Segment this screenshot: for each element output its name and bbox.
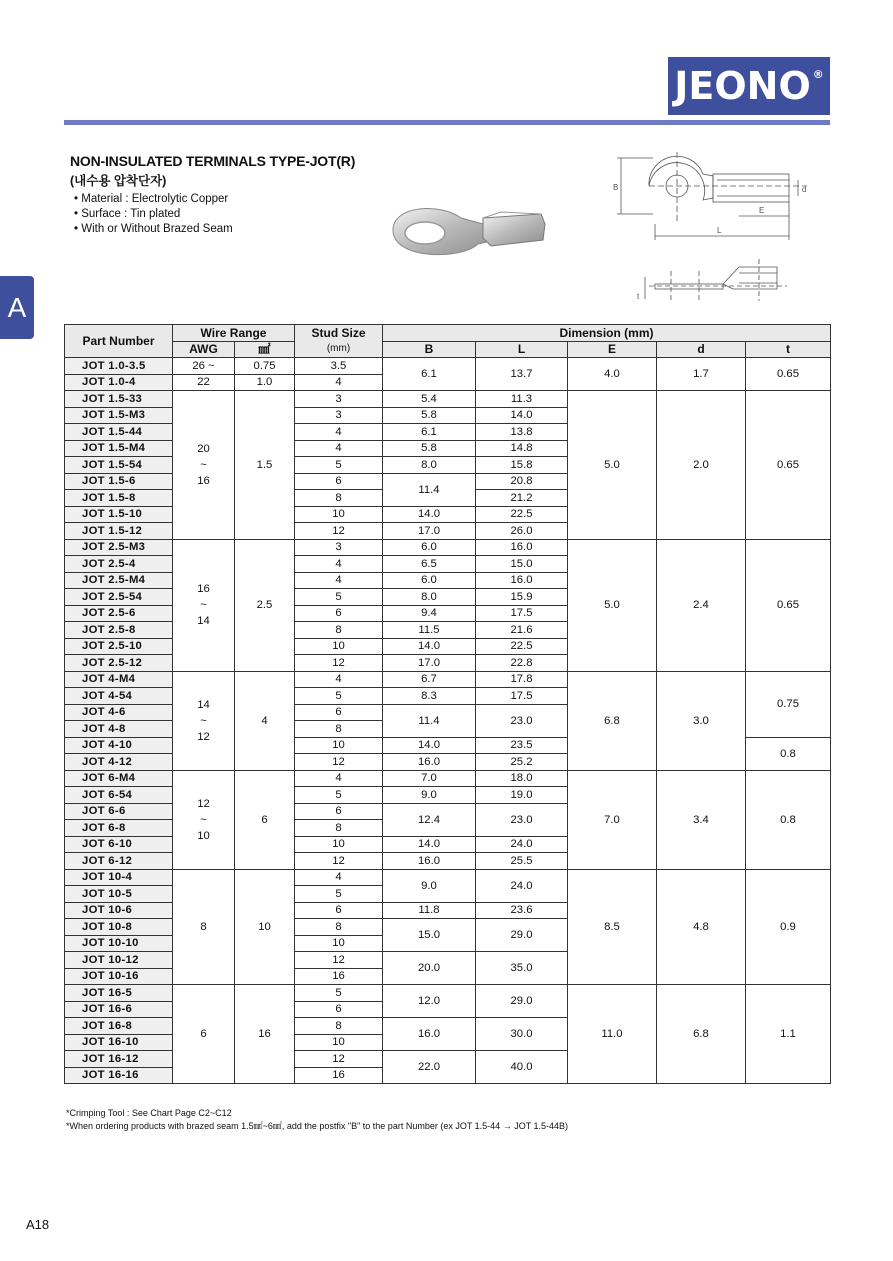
part-number: JOT 10-12	[65, 952, 173, 969]
header-dimension: Dimension (mm)	[383, 325, 831, 342]
dim-b: 5.4	[383, 391, 476, 408]
dim-t: 0.75	[746, 671, 831, 737]
part-number: JOT 16-6	[65, 1001, 173, 1018]
spec-table	[64, 324, 831, 1084]
spec-list	[74, 192, 233, 237]
awg: 8	[173, 869, 235, 985]
stud-size: 8	[295, 721, 383, 738]
mm2: 10	[235, 869, 295, 985]
stud-size: 8	[295, 1018, 383, 1035]
part-number: JOT 10-6	[65, 902, 173, 919]
part-number: JOT 4-12	[65, 754, 173, 771]
dim-b: 6.5	[383, 556, 476, 573]
mm2: 16	[235, 985, 295, 1084]
dim-l: 23.5	[476, 737, 568, 754]
stud-size: 6	[295, 473, 383, 490]
dim-l: 23.0	[476, 704, 568, 737]
terminal-side-drawing	[637, 255, 797, 305]
part-number: JOT 6-8	[65, 820, 173, 837]
header-d: d	[657, 341, 746, 358]
stud-size: 4	[295, 374, 383, 391]
dim-l: 26.0	[476, 523, 568, 540]
part-number: JOT 2.5-12	[65, 655, 173, 672]
dim-l: 24.0	[476, 869, 568, 902]
header-awg: AWG	[173, 341, 235, 358]
section-tab[interactable]: A	[0, 276, 34, 339]
dim-b: 17.0	[383, 655, 476, 672]
awg: 16 ~ 14	[173, 539, 235, 671]
dim-b: 14.0	[383, 836, 476, 853]
mm2: 2.5	[235, 539, 295, 671]
dim-b: 12.4	[383, 803, 476, 836]
dim-l: 15.0	[476, 556, 568, 573]
mm2: 0.75	[235, 358, 295, 375]
dim-t: 0.65	[746, 539, 831, 671]
stud-size: 10	[295, 935, 383, 952]
table-row	[65, 539, 831, 556]
dim-l: 17.5	[476, 688, 568, 705]
stud-size: 6	[295, 1001, 383, 1018]
dim-b: 14.0	[383, 737, 476, 754]
header-wire-range: Wire Range	[173, 325, 295, 342]
dim-d: 2.4	[657, 539, 746, 671]
dim-d: 3.4	[657, 770, 746, 869]
spec-seam: • With or Without Brazed Seam	[74, 222, 233, 237]
dim-l: 24.0	[476, 836, 568, 853]
dim-t: 0.8	[746, 737, 831, 770]
dim-l: 21.6	[476, 622, 568, 639]
awg: 26 ~	[173, 358, 235, 375]
stud-size: 8	[295, 490, 383, 507]
dim-b: 9.0	[383, 787, 476, 804]
awg: 6	[173, 985, 235, 1084]
awg: 20 ~ 16	[173, 391, 235, 540]
part-number: JOT 1.5-6	[65, 473, 173, 490]
dim-l: 16.0	[476, 572, 568, 589]
dim-b: 14.0	[383, 506, 476, 523]
awg: 12 ~ 10	[173, 770, 235, 869]
dim-b: 9.4	[383, 605, 476, 622]
part-number: JOT 2.5-M4	[65, 572, 173, 589]
table-row	[65, 770, 831, 787]
label-b: B	[613, 183, 619, 192]
part-number: JOT 1.5-44	[65, 424, 173, 441]
label-l: L	[717, 226, 722, 235]
stud-size: 5	[295, 688, 383, 705]
stud-size: 4	[295, 440, 383, 457]
brand-name: JEONO	[674, 64, 811, 108]
stud-size: 4	[295, 671, 383, 688]
dim-b: 9.0	[383, 869, 476, 902]
dim-t: 1.1	[746, 985, 831, 1084]
dim-l: 23.0	[476, 803, 568, 836]
dim-l: 19.0	[476, 787, 568, 804]
dim-l: 23.6	[476, 902, 568, 919]
header-t: t	[746, 341, 831, 358]
table-row	[65, 358, 831, 375]
dim-b: 6.0	[383, 572, 476, 589]
stud-size: 4	[295, 572, 383, 589]
dim-b: 7.0	[383, 770, 476, 787]
dim-b: 16.0	[383, 1018, 476, 1051]
page-number: A18	[26, 1217, 50, 1232]
header-l: L	[476, 341, 568, 358]
dim-e: 5.0	[568, 539, 657, 671]
stud-size: 3	[295, 391, 383, 408]
dim-b: 6.0	[383, 539, 476, 556]
awg: 22	[173, 374, 235, 391]
dim-b: 14.0	[383, 638, 476, 655]
part-number: JOT 4-M4	[65, 671, 173, 688]
stud-size: 6	[295, 704, 383, 721]
header-mm2: ㎟	[235, 341, 295, 358]
part-number: JOT 16-5	[65, 985, 173, 1002]
header-rule	[64, 120, 830, 125]
dim-l: 25.2	[476, 754, 568, 771]
dim-l: 22.5	[476, 638, 568, 655]
part-number: JOT 4-54	[65, 688, 173, 705]
dim-t: 0.9	[746, 869, 831, 985]
stud-size: 5	[295, 457, 383, 474]
stud-size: 8	[295, 820, 383, 837]
stud-size: 5	[295, 985, 383, 1002]
stud-size: 4	[295, 770, 383, 787]
dim-b: 12.0	[383, 985, 476, 1018]
dim-t: 0.8	[746, 770, 831, 869]
part-number: JOT 4-10	[65, 737, 173, 754]
dim-b: 8.0	[383, 589, 476, 606]
page-subtitle: (내수용 압착단자)	[70, 174, 167, 188]
terminal-photo	[383, 200, 548, 268]
stud-size: 10	[295, 836, 383, 853]
part-number: JOT 10-16	[65, 968, 173, 985]
stud-size: 12	[295, 853, 383, 870]
part-number: JOT 1.0-3.5	[65, 358, 173, 375]
terminal-top-drawing	[613, 152, 813, 248]
dim-b: 6.1	[383, 358, 476, 391]
dim-l: 13.8	[476, 424, 568, 441]
part-number: JOT 1.0-4	[65, 374, 173, 391]
stud-size: 3.5	[295, 358, 383, 375]
spec-surface: • Surface : Tin plated	[74, 207, 233, 222]
dim-l: 20.8	[476, 473, 568, 490]
note-brazed-seam: *When ordering products with brazed seam 1.5㎟~6㎟, add the postfix "B" to the part Number (ex JOT 1.5-44 → JOT 1.5-44B)	[66, 1121, 569, 1131]
stud-size: 5	[295, 886, 383, 903]
dim-d: 2.0	[657, 391, 746, 540]
label-t: t	[637, 292, 640, 301]
stud-size-unit: (mm)	[326, 343, 351, 354]
dim-b: 11.4	[383, 473, 476, 506]
part-number: JOT 2.5-4	[65, 556, 173, 573]
header-e: E	[568, 341, 657, 358]
dim-t: 0.65	[746, 391, 831, 540]
dim-l: 15.8	[476, 457, 568, 474]
part-number: JOT 6-10	[65, 836, 173, 853]
part-number: JOT 1.5-M3	[65, 407, 173, 424]
spec-material: • Material : Electrolytic Copper	[74, 192, 233, 207]
part-number: JOT 1.5-33	[65, 391, 173, 408]
dim-l: 11.3	[476, 391, 568, 408]
stud-size: 4	[295, 556, 383, 573]
part-number: JOT 2.5-M3	[65, 539, 173, 556]
dim-b: 6.7	[383, 671, 476, 688]
part-number: JOT 4-8	[65, 721, 173, 738]
dim-b: 17.0	[383, 523, 476, 540]
part-number: JOT 16-16	[65, 1067, 173, 1084]
stud-size: 8	[295, 622, 383, 639]
label-e: E	[759, 206, 765, 215]
stud-size-label: Stud Size	[311, 326, 366, 340]
dim-e: 5.0	[568, 391, 657, 540]
brand-logo	[668, 57, 830, 115]
dim-e: 11.0	[568, 985, 657, 1084]
part-number: JOT 6-M4	[65, 770, 173, 787]
dim-l: 21.2	[476, 490, 568, 507]
stud-size: 3	[295, 407, 383, 424]
part-number: JOT 2.5-6	[65, 605, 173, 622]
part-number: JOT 1.5-54	[65, 457, 173, 474]
mm2: 1.5	[235, 391, 295, 540]
part-number: JOT 1.5-M4	[65, 440, 173, 457]
registered-mark: ®	[812, 67, 824, 81]
part-number: JOT 6-54	[65, 787, 173, 804]
part-number: JOT 4-6	[65, 704, 173, 721]
dim-l: 22.5	[476, 506, 568, 523]
part-number: JOT 2.5-10	[65, 638, 173, 655]
stud-size: 10	[295, 737, 383, 754]
stud-size: 6	[295, 902, 383, 919]
dim-b: 8.0	[383, 457, 476, 474]
table-row	[65, 985, 831, 1002]
stud-size: 8	[295, 919, 383, 936]
stud-size: 10	[295, 1034, 383, 1051]
part-number: JOT 6-12	[65, 853, 173, 870]
dim-l: 29.0	[476, 985, 568, 1018]
dim-l: 14.0	[476, 407, 568, 424]
dim-l: 17.5	[476, 605, 568, 622]
stud-size: 4	[295, 424, 383, 441]
label-d: d	[802, 185, 807, 194]
part-number: JOT 2.5-54	[65, 589, 173, 606]
dim-b: 11.4	[383, 704, 476, 737]
stud-size: 6	[295, 605, 383, 622]
part-number: JOT 1.5-10	[65, 506, 173, 523]
awg: 14 ~ 12	[173, 671, 235, 770]
header-part-number: Part Number	[65, 325, 173, 358]
dim-b: 20.0	[383, 952, 476, 985]
part-number: JOT 2.5-8	[65, 622, 173, 639]
part-number: JOT 10-8	[65, 919, 173, 936]
footnotes	[66, 1107, 568, 1133]
stud-size: 10	[295, 506, 383, 523]
part-number: JOT 16-12	[65, 1051, 173, 1068]
dim-l: 22.8	[476, 655, 568, 672]
dim-e: 7.0	[568, 770, 657, 869]
dim-l: 25.5	[476, 853, 568, 870]
stud-size: 4	[295, 869, 383, 886]
part-number: JOT 1.5-8	[65, 490, 173, 507]
dim-d: 4.8	[657, 869, 746, 985]
dim-d: 3.0	[657, 671, 746, 770]
stud-size: 10	[295, 638, 383, 655]
mm2: 1.0	[235, 374, 295, 391]
stud-size: 12	[295, 655, 383, 672]
stud-size: 12	[295, 952, 383, 969]
page-title: NON-INSULATED TERMINALS TYPE-JOT(R)	[70, 153, 356, 169]
dim-l: 16.0	[476, 539, 568, 556]
dim-l: 29.0	[476, 919, 568, 952]
dim-l: 17.8	[476, 671, 568, 688]
stud-size: 12	[295, 523, 383, 540]
stud-size: 16	[295, 1067, 383, 1084]
dim-b: 16.0	[383, 754, 476, 771]
stud-size: 12	[295, 754, 383, 771]
header-stud-size	[295, 325, 383, 358]
table-row	[65, 671, 831, 688]
dim-b: 8.3	[383, 688, 476, 705]
table-row	[65, 391, 831, 408]
stud-size: 5	[295, 589, 383, 606]
dim-b: 11.5	[383, 622, 476, 639]
dim-l: 15.9	[476, 589, 568, 606]
mm2: 4	[235, 671, 295, 770]
dim-l: 14.8	[476, 440, 568, 457]
dim-l: 35.0	[476, 952, 568, 985]
part-number: JOT 1.5-12	[65, 523, 173, 540]
dim-l: 40.0	[476, 1051, 568, 1084]
part-number: JOT 16-8	[65, 1018, 173, 1035]
header-b: B	[383, 341, 476, 358]
part-number: JOT 10-10	[65, 935, 173, 952]
stud-size: 16	[295, 968, 383, 985]
dim-l: 30.0	[476, 1018, 568, 1051]
part-number: JOT 10-4	[65, 869, 173, 886]
dim-e: 4.0	[568, 358, 657, 391]
dim-e: 8.5	[568, 869, 657, 985]
dim-b: 5.8	[383, 407, 476, 424]
table-row	[65, 869, 831, 886]
dim-b: 11.8	[383, 902, 476, 919]
dim-t: 0.65	[746, 358, 831, 391]
part-number: JOT 6-6	[65, 803, 173, 820]
part-number: JOT 16-10	[65, 1034, 173, 1051]
dim-b: 16.0	[383, 853, 476, 870]
dim-d: 6.8	[657, 985, 746, 1084]
stud-size: 6	[295, 803, 383, 820]
part-number: JOT 10-5	[65, 886, 173, 903]
dim-d: 1.7	[657, 358, 746, 391]
dim-l: 18.0	[476, 770, 568, 787]
stud-size: 12	[295, 1051, 383, 1068]
dim-b: 6.1	[383, 424, 476, 441]
stud-size: 5	[295, 787, 383, 804]
stud-size: 3	[295, 539, 383, 556]
dim-l: 13.7	[476, 358, 568, 391]
dim-e: 6.8	[568, 671, 657, 770]
dim-b: 15.0	[383, 919, 476, 952]
mm2: 6	[235, 770, 295, 869]
note-crimping-tool: *Crimping Tool : See Chart Page C2~C12	[66, 1108, 232, 1118]
dim-b: 22.0	[383, 1051, 476, 1084]
dim-b: 5.8	[383, 440, 476, 457]
